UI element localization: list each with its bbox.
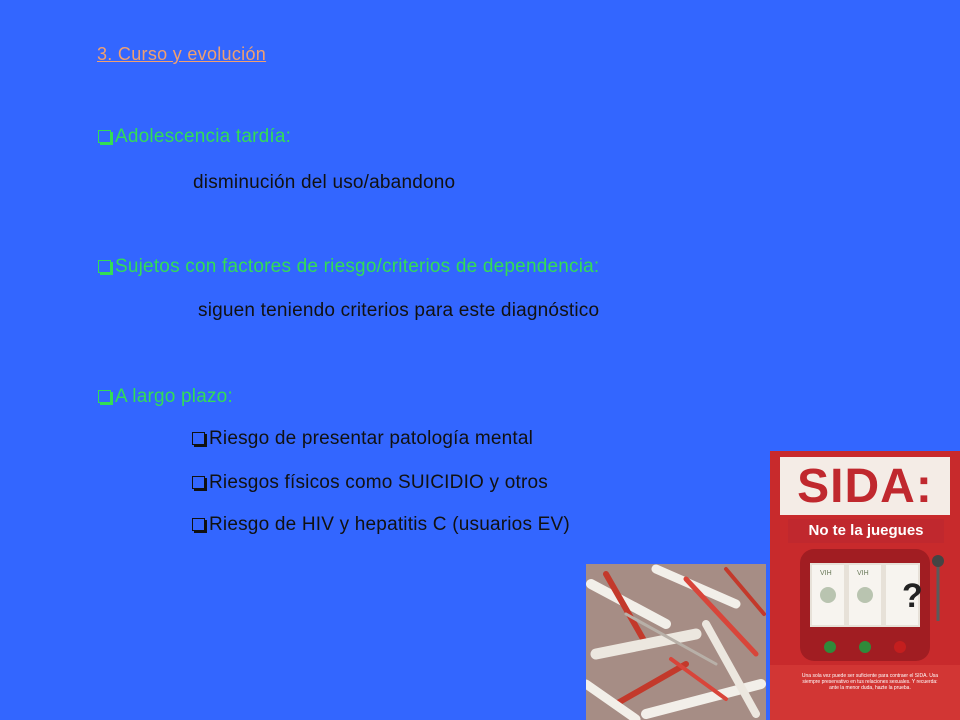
sub-bullet-riesgos-fisicos (192, 472, 548, 494)
svg-text:VIH: VIH (820, 570, 832, 577)
slide-heading: 3. Curso y evolución (97, 44, 267, 64)
bullet-text: Sujetos con factores de riesgo/criterios de dependencia: (115, 256, 600, 277)
svg-text:?: ? (902, 577, 923, 615)
poster-fine-print: Una sola vez puede ser suficiente para contraer el SIDA. Usa siempre preservativo en tus relaciones sexuales. Y recuerda: ante la menor duda, hazte la prueba. (801, 673, 939, 691)
sub-item-text: disminución del uso/abandono (193, 172, 456, 193)
checkbox-bullet-icon (98, 390, 111, 403)
bullet-text: Adolescencia tardía: (115, 126, 292, 147)
bullet-text: A largo plazo: (115, 386, 233, 407)
syringes-photo (586, 564, 766, 720)
sub-bullet-text: Riesgo de HIV y hepatitis C (usuarios EV) (209, 514, 570, 535)
bullet-item-largo-plazo (98, 386, 233, 408)
sub-bullet-patologia (192, 428, 533, 450)
bullet-item-adolescencia (98, 126, 291, 148)
checkbox-bullet-icon (98, 260, 111, 273)
checkbox-bullet-icon (192, 518, 205, 531)
poster-title: SIDA: (797, 460, 933, 513)
sub-bullet-text: Riesgo de presentar patología mental (209, 428, 534, 449)
sub-bullet-hiv (192, 514, 570, 536)
svg-text:VIH: VIH (857, 570, 869, 577)
sub-item-siguen (198, 300, 599, 322)
checkbox-bullet-icon (192, 476, 205, 489)
checkbox-bullet-icon (192, 432, 205, 445)
sub-bullet-text: Riesgos físicos como SUICIDIO y otros (209, 472, 548, 493)
sida-poster (770, 451, 960, 720)
bullet-item-sujetos (98, 256, 599, 278)
sub-item-text: siguen teniendo criterios para este diagnóstico (198, 300, 600, 321)
poster-subtitle: No te la juegues (788, 519, 944, 543)
sub-item-disminucion (193, 172, 455, 194)
checkbox-bullet-icon (98, 130, 111, 143)
